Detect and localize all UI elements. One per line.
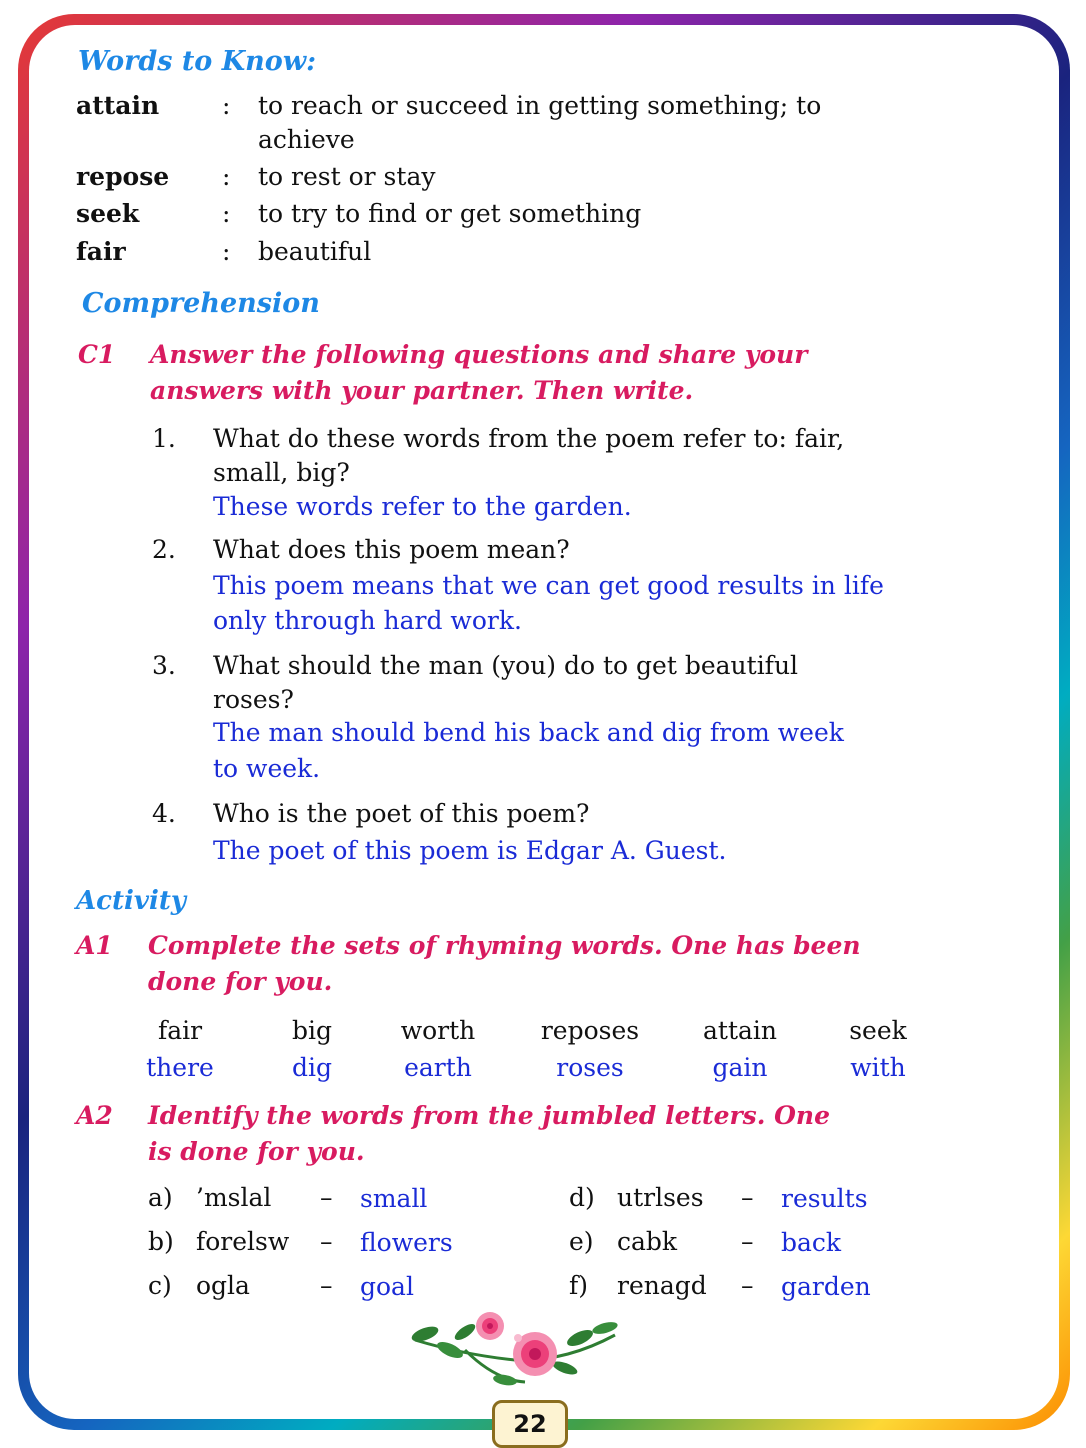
unjumbled-answer: small (360, 1184, 428, 1213)
a2-label: A2 (76, 1101, 113, 1130)
jumbled-word: renagd (617, 1271, 707, 1300)
c1-instruction: answers with your partner. Then write. (150, 376, 694, 405)
rose-flowers-illustration (405, 1310, 625, 1390)
question-number: 3. (152, 651, 176, 680)
a2-instruction: Identify the words from the jumbled letters. One (148, 1101, 830, 1130)
question-number: 1. (152, 424, 176, 453)
rhyme-answer: there (146, 1053, 214, 1082)
jumbled-word: utrlses (617, 1183, 704, 1212)
dash: – (741, 1183, 754, 1212)
page-number: 22 (492, 1400, 568, 1448)
rhyme-word: worth (400, 1016, 476, 1045)
rhyme-word: big (291, 1016, 332, 1045)
a2-instruction: is done for you. (148, 1137, 365, 1166)
question-text: Who is the poet of this poem? (213, 799, 590, 828)
item-letter: d) (569, 1183, 595, 1212)
rhyme-word: attain (703, 1016, 777, 1045)
rhyme-pair (685, 1012, 795, 1085)
item-letter: e) (569, 1227, 594, 1256)
question-text: roses? (213, 685, 294, 714)
c1-instruction: Answer the following questions and share your (150, 340, 808, 369)
vocab-separator: : (222, 199, 231, 228)
rhyme-pair (383, 1012, 493, 1085)
dash: – (320, 1183, 333, 1212)
item-letter: f) (569, 1271, 589, 1300)
vocab-definition: beautiful (258, 237, 372, 266)
rhyme-pair (525, 1012, 655, 1085)
unjumbled-answer: goal (360, 1272, 414, 1301)
unjumbled-answer: back (781, 1228, 842, 1257)
rhyme-answer: with (850, 1053, 906, 1082)
question-number: 2. (152, 535, 176, 564)
vocab-word: attain (76, 91, 160, 120)
jumbled-word: ’mslal (196, 1183, 272, 1212)
dash: – (320, 1227, 333, 1256)
words-to-know-heading: Words to Know: (78, 46, 317, 77)
unjumbled-answer: garden (781, 1272, 871, 1301)
vocab-separator: : (222, 162, 231, 191)
item-letter: c) (148, 1271, 172, 1300)
dash: – (320, 1271, 333, 1300)
answer-text: This poem means that we can get good results in life (213, 571, 884, 600)
unjumbled-answer: results (781, 1184, 868, 1213)
rhyme-pair (828, 1012, 928, 1085)
jumbled-word: ogla (196, 1271, 250, 1300)
vocab-separator: : (222, 237, 231, 266)
vocab-separator: : (222, 91, 231, 120)
answer-text: to week. (213, 754, 321, 783)
rhyme-answer: gain (712, 1053, 768, 1082)
vocab-definition: to rest or stay (258, 162, 436, 191)
rhyme-answer: dig (291, 1053, 332, 1082)
item-letter: a) (148, 1183, 173, 1212)
rhyme-word: fair (157, 1016, 203, 1045)
dash: – (741, 1227, 754, 1256)
item-letter: b) (148, 1227, 174, 1256)
comprehension-heading: Comprehension (82, 288, 320, 319)
vocab-definition: achieve (258, 125, 355, 154)
a1-instruction: done for you. (148, 967, 333, 996)
answer-text: The man should bend his back and dig from week (213, 718, 844, 747)
rhyme-answer: roses (556, 1053, 624, 1082)
question-text: What do these words from the poem refer to: fair, (213, 424, 845, 453)
activity-heading: Activity (76, 886, 186, 916)
a1-label: A1 (76, 931, 113, 960)
question-text: What should the man (you) do to get beautiful (213, 651, 799, 680)
question-number: 4. (152, 799, 176, 828)
answer-text: The poet of this poem is Edgar A. Guest. (213, 836, 727, 865)
vocab-word: fair (76, 237, 126, 266)
answer-text: These words refer to the garden. (213, 492, 632, 521)
rhyme-word: seek (849, 1016, 907, 1045)
dash: – (741, 1271, 754, 1300)
vocab-word: repose (76, 162, 170, 191)
rhyme-word: reposes (540, 1016, 640, 1045)
vocab-word: seek (76, 199, 140, 228)
question-text: What does this poem mean? (213, 535, 570, 564)
c1-label: C1 (78, 340, 116, 369)
vocab-definition: to try to find or get something (258, 199, 642, 228)
rhyme-pair (130, 1012, 230, 1085)
unjumbled-answer: flowers (360, 1228, 453, 1257)
question-text: small, big? (213, 458, 350, 487)
rhyme-answer: earth (404, 1053, 472, 1082)
answer-text: only through hard work. (213, 606, 522, 635)
jumbled-word: forelsw (196, 1227, 290, 1256)
rhyme-pair (262, 1012, 362, 1085)
vocab-definition: to reach or succeed in getting something; to (258, 91, 822, 120)
jumbled-word: cabk (617, 1227, 678, 1256)
a1-instruction: Complete the sets of rhyming words. One has been (148, 931, 861, 960)
